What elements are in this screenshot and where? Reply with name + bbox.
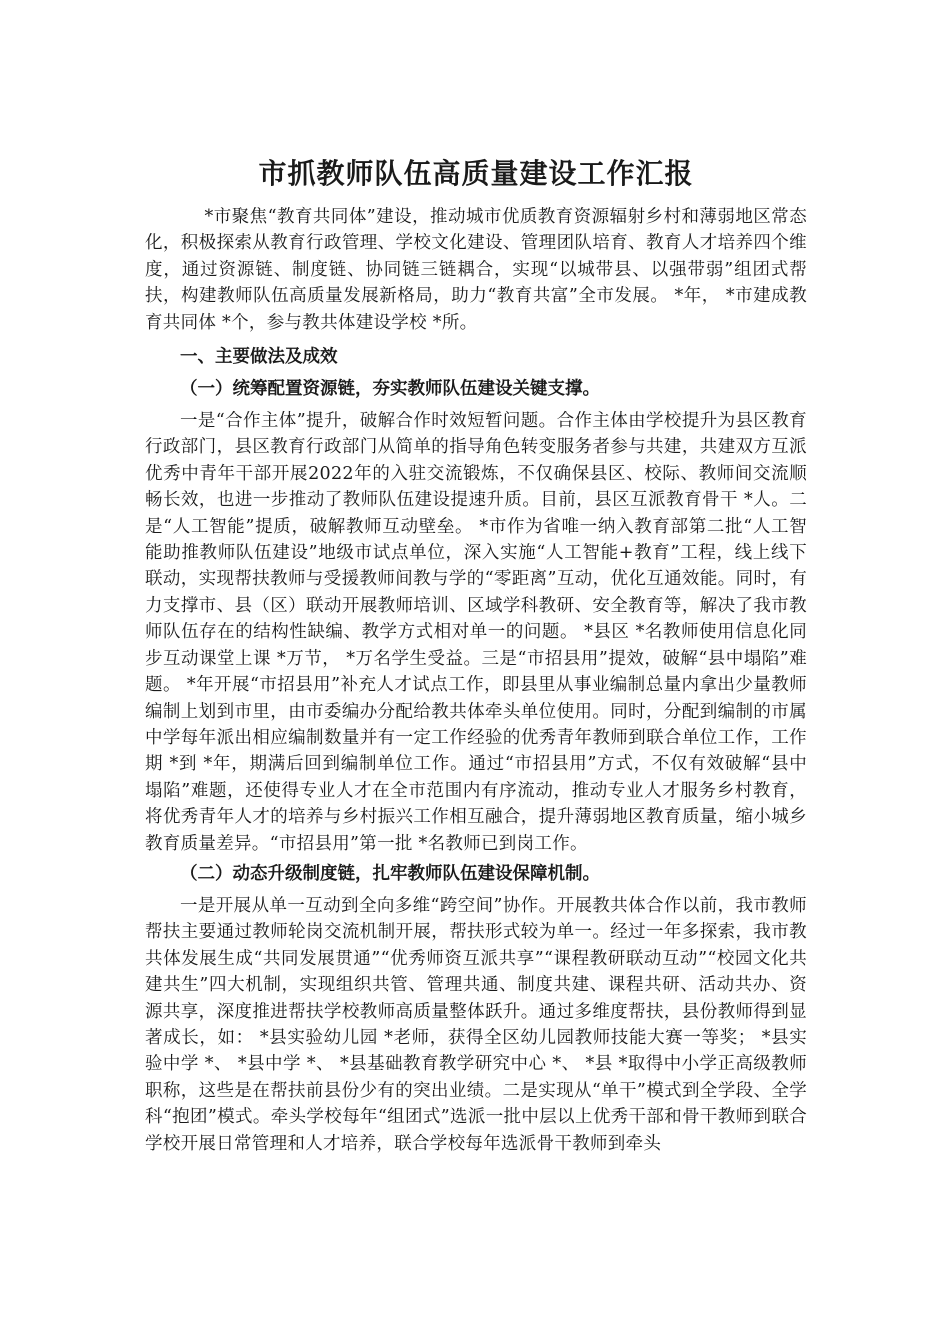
document-title: 市抓教师队伍高质量建设工作汇报 — [258, 157, 694, 190]
subsection-paragraph-2: 一是开展从单一互动到全向多维“跨空间”协作。开展教共体合作以前，我市教师帮扶主要通过教师轮岗交流机制开展，帮扶形式较为单一。经过一年多探索，我市教共体发展生成“共同发展贯通”“优秀师资互派共享”“课程教研联动互动”“校园文化共建共生”四大机制，实现组织共管、管理共通、制度共建、课程共研、活动共办、资源共享，深度推进帮扶学校教师高质量整体跃升。通过多维度帮扶，县份教师得到显著成长，如： *县实验幼儿园 *老师，获得全区幼儿园教师技能大赛一等奖； *县实验中学 *、 *县中学 *、 *县基础教育教学研究中心 *、 *县 *取得中小学正高级教师职称，这些是在帮扶前县份少有的突出业绩。二是实现从“单干”模式到全学段、全学科“抱团”模式。牵头学校每年“组团式”选派一批中层以上优秀干部和骨干教师到联合学校开展日常管理和人才培养，联合学校每年选派骨干教师到牵头 — [145, 895, 807, 1154]
document-page — [145, 152, 807, 1157]
subsection-paragraph-1: 一是“合作主体”提升，破解合作时效短暂问题。合作主体由学校提升为县区教育行政部门，县区教育行政部门从简单的指导角色转变服务者参与共建，共建双方互派优秀中青年干部开展2022年的入驻交流锻炼，不仅确保县区、校际、教师间交流顺畅长效，也进一步推动了教师队伍建设提速升质。目前，县区互派教育骨干 *人。二是“人工智能”提质，破解教师互动壁垒。 *市作为省唯一纳入教育部第二批“人工智能助推教师队伍建设”地级市试点单位，深入实施“人工智能+教育”工程，线上线下联动，实现帮扶教师与受援教师间教与学的“零距离”互动，优化互通效能。同时，有力支撑市、县（区）联动开展教师培训、区域学科教研、安全教育等，解决了我市教师队伍存在的结构性缺编、教学方式相对单一的问题。 *县区 *名教师使用信息化同步互动课堂上课 *万节， *万名学生受益。三是“市招县用”提效，破解“县中塌陷”难题。 *年开展“市招县用”补充人才试点工作，即县里从事业编制总量内拿出少量教师编制上划到市里，由市委编办分配给教共体牵头单位使用。同时，分配到编制的市属中学每年派出相应编制数量并有一定工作经验的优秀青年教师到联合单位工作，工作期 *到 *年，期满后回到编制单位工作。通过“市招县用”方式，不仅有效破解“县中塌陷”难题，还使得专业人才在全市范围内有序流动，推动专业人才服务乡村教育，将优秀青年人才的培养与乡村振兴工作相互融合，提升薄弱地区教育质量，缩小城乡教育质量差异。“市招县用”第一批 *名教师已到岗工作。 — [145, 411, 807, 854]
section-heading-1: 一、主要做法及成效 — [180, 347, 338, 368]
subsection-heading-2: （二）动态升级制度链，扎牢教师队伍建设保障机制。 — [180, 863, 600, 884]
intro-paragraph: *市聚焦“教育共同体”建设，推动城市优质教育资源辐射乡村和薄弱地区常态化，积极探索从教育行政管理、学校文化建设、管理团队培育、教育人才培养四个维度，通过资源链、制度链、协同链三链耦合，实现“以城带县、以强带弱”组团式帮扶，构建教师队伍高质量发展新格局，助力“教育共富”全市发展。 *年， *市建成教育共同体 *个，参与教共体建设学校 *所。 — [145, 207, 807, 333]
subsection-heading-1: （一）统筹配置资源链，夯实教师队伍建设关键支撑。 — [180, 379, 600, 400]
